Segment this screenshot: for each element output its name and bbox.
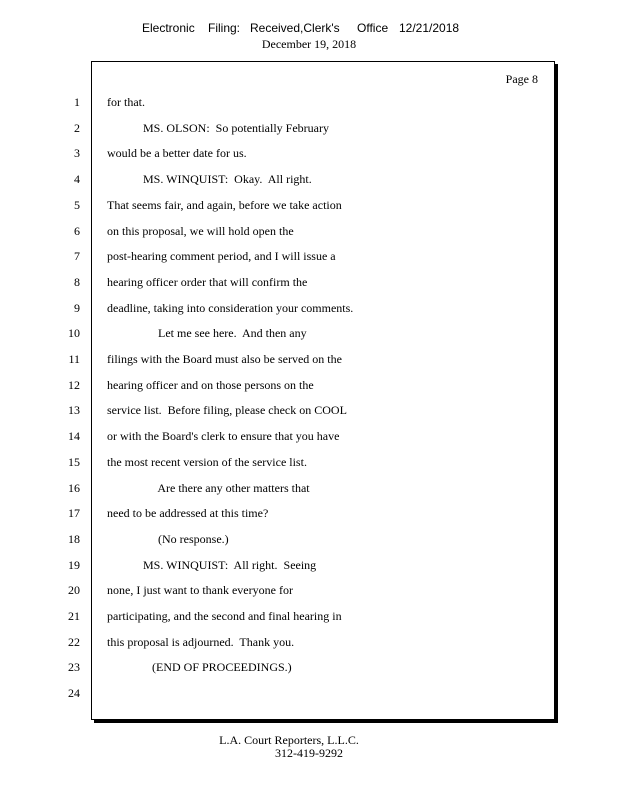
line-number: 17: [68, 506, 80, 520]
reporter-company: L.A. Court Reporters, L.L.C.: [219, 733, 359, 747]
line-text: or with the Board's clerk to ensure that you have: [107, 429, 340, 443]
line-text: Are there any other matters that: [107, 481, 310, 495]
line-text: service list. Before filing, please check on COOL: [107, 403, 347, 417]
line-text: participating, and the second and final hearing in: [107, 609, 342, 623]
stamp-date: 12/21/2018: [399, 21, 460, 35]
line-number: 13: [68, 403, 80, 417]
line-text: MS. WINQUIST: All right. Seeing: [107, 558, 317, 572]
stamp-filing: Filing:: [208, 21, 241, 35]
line-number: 15: [68, 455, 80, 469]
line-number: 19: [68, 558, 80, 572]
line-text: need to be addressed at this time?: [107, 506, 269, 520]
line-text: Let me see here. And then any: [107, 326, 307, 340]
stamp-received: Received,Clerk's: [250, 21, 340, 35]
line-number: 3: [74, 146, 80, 160]
reporter-phone: 312-419-9292: [275, 746, 343, 760]
line-text: post-hearing comment period, and I will issue a: [107, 249, 336, 263]
line-text: (END OF PROCEEDINGS.): [107, 660, 292, 674]
line-text: would be a better date for us.: [107, 146, 247, 160]
line-number: 22: [68, 635, 80, 649]
line-number: 4: [74, 172, 80, 186]
transcript-date: December 19, 2018: [261, 37, 357, 51]
stamp-office: Office: [357, 21, 389, 35]
line-number: 8: [74, 275, 80, 289]
line-text: filings with the Board must also be served on the: [107, 352, 342, 366]
line-number: 6: [74, 224, 80, 238]
line-number: 21: [68, 609, 80, 623]
line-text: this proposal is adjourned. Thank you.: [107, 635, 295, 649]
line-number: 23: [68, 660, 80, 674]
line-number: 11: [68, 352, 80, 366]
page-number: Page 8: [505, 72, 538, 86]
line-text: for that.: [107, 95, 145, 109]
line-text: on this proposal, we will hold open the: [107, 224, 294, 238]
line-text: That seems fair, and again, before we take action: [107, 198, 342, 212]
stamp-electronic: Electronic: [142, 21, 195, 35]
line-number: 2: [74, 121, 80, 135]
line-number: 18: [68, 532, 80, 546]
line-number: 20: [68, 583, 80, 597]
line-text: (No response.): [107, 532, 229, 546]
line-number: 1: [74, 95, 80, 109]
line-number: 5: [74, 198, 80, 212]
line-text: deadline, taking into consideration your comments.: [107, 301, 354, 315]
line-number: 14: [68, 429, 80, 443]
line-number: 7: [74, 249, 80, 263]
line-text: the most recent version of the service list.: [107, 455, 307, 469]
line-number: 16: [68, 481, 80, 495]
line-number: 10: [68, 326, 80, 340]
line-number: 9: [74, 301, 80, 315]
line-text: hearing officer and on those persons on the: [107, 378, 314, 392]
line-number: 12: [68, 378, 80, 392]
line-number: 24: [68, 686, 80, 700]
line-text: MS. WINQUIST: Okay. All right.: [107, 172, 312, 186]
line-text: hearing officer order that will confirm the: [107, 275, 308, 289]
line-text: MS. OLSON: So potentially February: [107, 121, 329, 135]
line-text: none, I just want to thank everyone for: [107, 583, 293, 597]
